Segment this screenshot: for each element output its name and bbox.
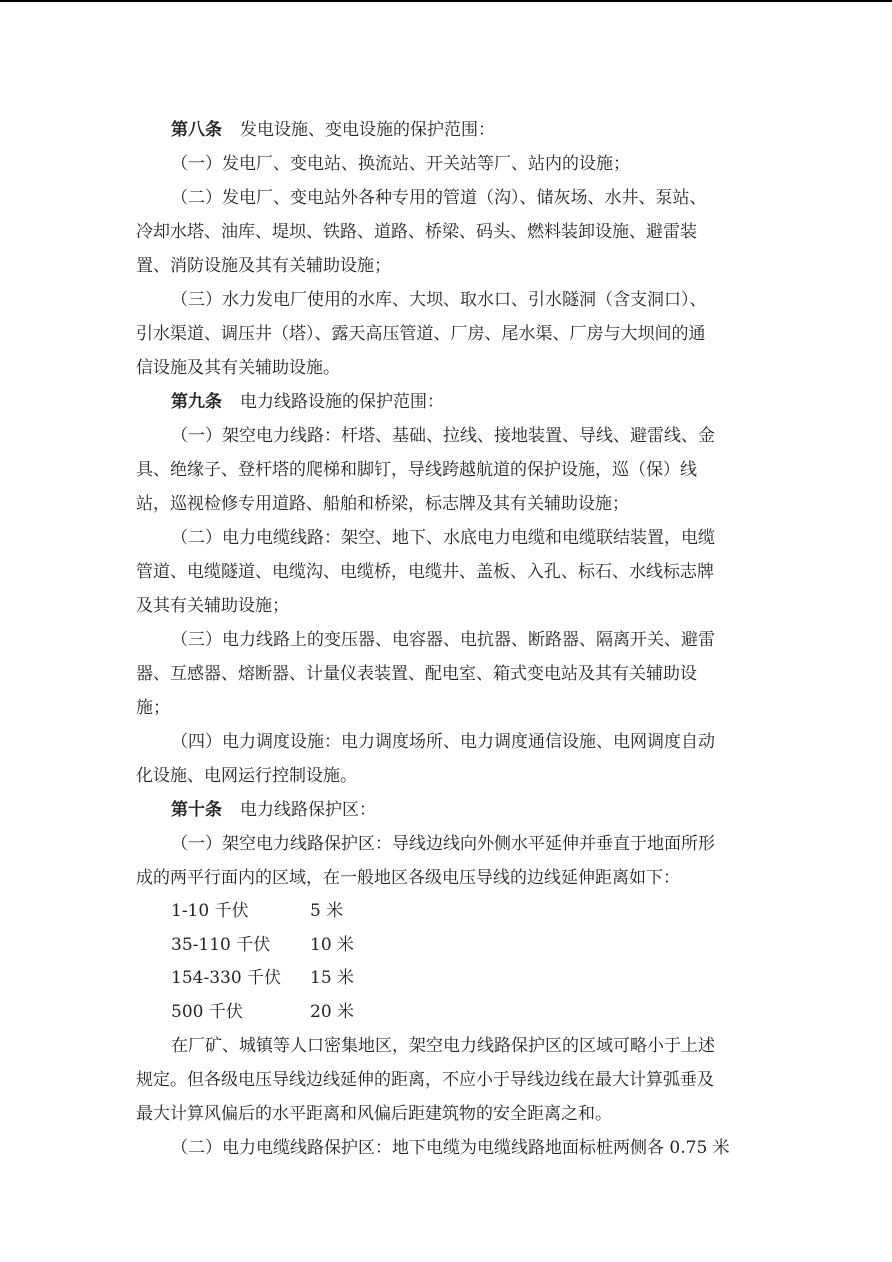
top-border-line bbox=[0, 0, 892, 2]
table-row bbox=[136, 996, 760, 1030]
article-9-item-4-line-1: （四）电力调度设施：电力调度场所、电力调度通信设施、电网调度自动 bbox=[171, 732, 715, 752]
article-9-item-3-line-3: 施； bbox=[136, 698, 170, 718]
article-8-item-1-line-1: （一）发电厂、变电站、换流站、开关站等厂、站内的设施； bbox=[171, 154, 630, 174]
article-8-item-3-line-3: 信设施及其有关辅助设施。 bbox=[136, 358, 340, 378]
table-row bbox=[136, 962, 760, 996]
article-8-item-2-line-1: （二）发电厂、变电站外各种专用的管道（沟）、储灰场、水井、泵站、 bbox=[171, 188, 707, 208]
article-10-item-1-line-2: 成的两平行面内的区域，在一般地区各级电压导线的边线延伸距离如下： bbox=[136, 868, 680, 888]
distance-table bbox=[136, 895, 760, 1029]
article-8-title: 发电设施、变电设施的保护范围： bbox=[240, 120, 495, 140]
article-9-item-3-line-1: （三）电力线路上的变压器、电容器、电抗器、断路器、隔离开关、避雷 bbox=[171, 630, 715, 650]
article-9-item-2-line-2: 管道、电缆隧道、电缆沟、电缆桥，电缆井、盖板、入孔、标石、水线标志牌 bbox=[136, 562, 714, 582]
distance-cell: 15 米 bbox=[310, 968, 355, 988]
article-9-item-2-line-1: （二）电力电缆线路：架空、地下、水底电力电缆和电缆联结装置，电缆 bbox=[171, 528, 715, 548]
distance-cell: 5 米 bbox=[310, 901, 344, 921]
distance-cell: 10 米 bbox=[310, 934, 355, 955]
table-row bbox=[136, 895, 760, 929]
voltage-cell: 1-10 千伏 bbox=[171, 901, 249, 921]
article-10-note-line-1: 在厂矿、城镇等人口密集地区，架空电力线路保护区的区域可略小于上述 bbox=[171, 1036, 715, 1056]
article-9-item-2-line-3: 及其有关辅助设施； bbox=[136, 596, 289, 616]
article-8-number: 第八条 bbox=[171, 120, 222, 140]
article-10-item-1-line-1: （一）架空电力线路保护区：导线边线向外侧水平延伸并垂直于地面所形 bbox=[171, 834, 715, 854]
article-9-heading bbox=[136, 385, 760, 419]
article-10-heading bbox=[136, 793, 760, 827]
article-10-number: 第十条 bbox=[171, 800, 222, 820]
article-9-title: 电力线路设施的保护范围： bbox=[240, 392, 444, 412]
article-9-item-1-line-2: 具、绝缘子、登杆塔的爬梯和脚钉，导线跨越航道的保护设施，巡（保）线 bbox=[136, 460, 697, 480]
article-8-item-3-line-2: 引水渠道、调压井（塔）、露天高压管道、厂房、尾水渠、厂房与大坝间的通 bbox=[136, 324, 706, 344]
article-8-item-2-line-2: 冷却水塔、油库、堤坝、铁路、道路、桥梁、码头、燃料装卸设施、避雷装 bbox=[136, 222, 697, 242]
article-10-item-2-line-1: （二）电力电缆线路保护区：地下电缆为电缆线路地面标桩两侧各 0.75 米 bbox=[171, 1138, 730, 1158]
article-8-item-2-line-3: 置、消防设施及其有关辅助设施； bbox=[136, 256, 391, 276]
article-9-item-3-line-2: 器、互感器、熔断器、计量仪表装置、配电室、箱式变电站及其有关辅助设 bbox=[136, 664, 697, 684]
voltage-cell: 35-110 千伏 bbox=[171, 934, 271, 955]
voltage-cell: 154-330 千伏 bbox=[171, 968, 282, 988]
article-9-item-4-line-2: 化设施、电网运行控制设施。 bbox=[136, 766, 357, 786]
article-9-item-1-line-1: （一）架空电力线路：杆塔、基础、拉线、接地装置、导线、避雷线、金 bbox=[171, 426, 715, 446]
article-8-item-3-line-1: （三）水力发电厂使用的水库、大坝、取水口、引水隧洞（含支洞口）、 bbox=[171, 290, 707, 310]
document-page bbox=[136, 113, 760, 1165]
table-row bbox=[136, 929, 760, 963]
article-10-note-line-3: 最大计算风偏后的水平距离和风偏后距建筑物的安全距离之和。 bbox=[136, 1104, 612, 1124]
article-10-title: 电力线路保护区： bbox=[240, 800, 376, 820]
article-9-item-1-line-3: 站，巡视检修专用道路、船舶和桥梁，标志牌及其有关辅助设施； bbox=[136, 494, 629, 514]
voltage-cell: 500 千伏 bbox=[171, 1001, 243, 1022]
article-9-number: 第九条 bbox=[171, 392, 222, 412]
article-8-heading bbox=[136, 113, 760, 147]
article-10-note-line-2: 规定。但各级电压导线边线延伸的距离，不应小于导线边线在最大计算弧垂及 bbox=[136, 1070, 714, 1090]
distance-cell: 20 米 bbox=[310, 1001, 355, 1022]
